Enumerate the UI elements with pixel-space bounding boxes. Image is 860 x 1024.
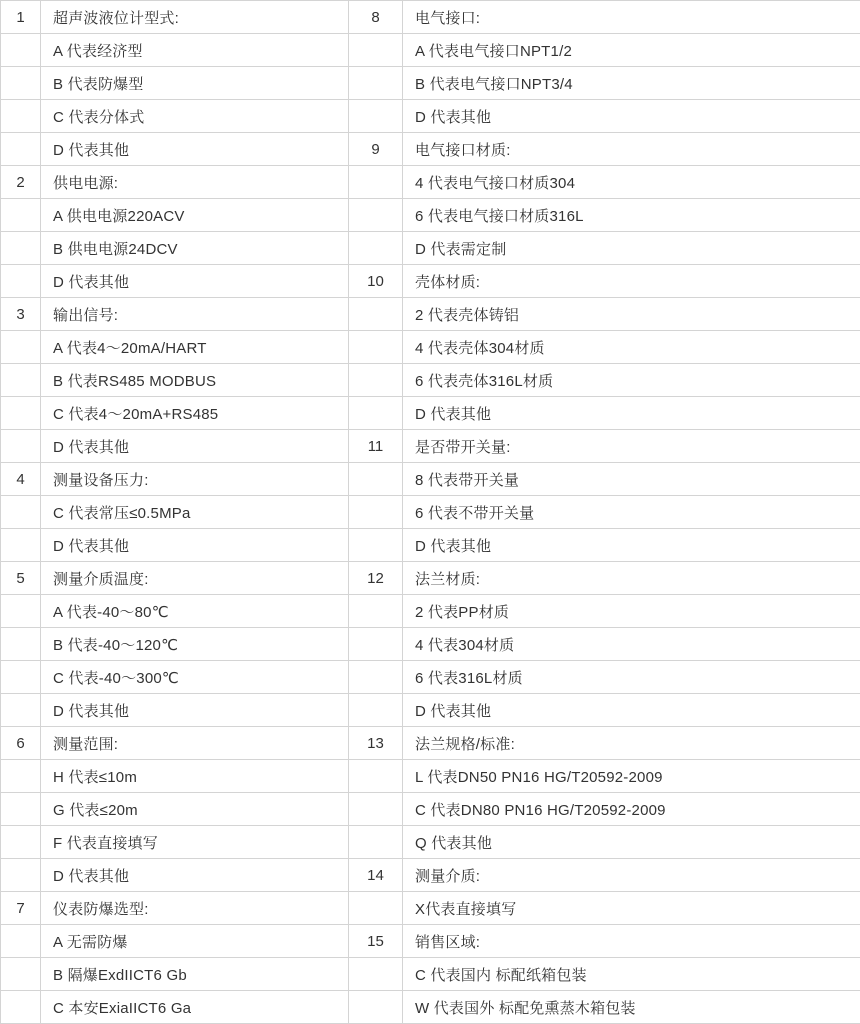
spec-text-left: C 本安ExiaIICT6 Ga [41,991,349,1024]
row-index-right [349,67,403,100]
row-index-right [349,100,403,133]
row-index-left [1,826,41,859]
row-index-right [349,958,403,991]
spec-text-right: W 代表国外 标配免熏蒸木箱包装 [403,991,860,1024]
spec-text-right: A 代表电气接口NPT1/2 [403,34,860,67]
row-index-left [1,529,41,562]
row-index-left [1,694,41,727]
row-index-left [1,232,41,265]
spec-text-left: C 代表分体式 [41,100,349,133]
spec-text-left: B 代表RS485 MODBUS [41,364,349,397]
spec-text-right: 4 代表304材质 [403,628,860,661]
row-index-right: 11 [349,430,403,463]
spec-text-left: 输出信号: [41,298,349,331]
spec-text-right: 销售区域: [403,925,860,958]
spec-text-right: 电气接口材质: [403,133,860,166]
spec-text-left: D 代表其他 [41,430,349,463]
spec-text-left: 仪表防爆选型: [41,892,349,925]
spec-text-right: C 代表国内 标配纸箱包装 [403,958,860,991]
spec-text-left: F 代表直接填写 [41,826,349,859]
row-index-left [1,133,41,166]
row-index-right: 12 [349,562,403,595]
row-index-left: 2 [1,166,41,199]
row-index-left [1,859,41,892]
row-index-right [349,463,403,496]
spec-text-left: C 代表-40～300℃ [41,661,349,694]
spec-text-right: D 代表其他 [403,529,860,562]
spec-text-left: 测量介质温度: [41,562,349,595]
spec-text-right: 测量介质: [403,859,860,892]
row-index-right [349,397,403,430]
spec-text-right: 法兰材质: [403,562,860,595]
spec-text-right: 2 代表PP材质 [403,595,860,628]
row-index-left [1,67,41,100]
spec-text-left: A 无需防爆 [41,925,349,958]
row-index-right [349,661,403,694]
row-index-left [1,793,41,826]
row-index-right [349,826,403,859]
spec-text-left: B 代表-40～120℃ [41,628,349,661]
spec-text-right: 6 代表电气接口材质316L [403,199,860,232]
row-index-left: 7 [1,892,41,925]
row-index-left [1,265,41,298]
spec-text-right: 6 代表不带开关量 [403,496,860,529]
row-index-right: 14 [349,859,403,892]
row-index-right [349,760,403,793]
row-index-left [1,760,41,793]
spec-text-right: 法兰规格/标准: [403,727,860,760]
spec-text-right: 是否带开关量: [403,430,860,463]
row-index-left: 5 [1,562,41,595]
spec-text-left: B 隔爆ExdIICT6 Gb [41,958,349,991]
spec-text-right: Q 代表其他 [403,826,860,859]
spec-text-right: X代表直接填写 [403,892,860,925]
spec-text-right: 2 代表壳体铸铝 [403,298,860,331]
spec-text-left: G 代表≤20m [41,793,349,826]
spec-text-left: D 代表其他 [41,133,349,166]
spec-text-left: 测量设备压力: [41,463,349,496]
spec-text-right: D 代表需定制 [403,232,860,265]
row-index-left [1,991,41,1024]
row-index-left [1,397,41,430]
spec-text-left: B 代表防爆型 [41,67,349,100]
spec-text-left: A 代表-40～80℃ [41,595,349,628]
row-index-left [1,628,41,661]
spec-text-right: 电气接口: [403,1,860,34]
spec-text-left: C 代表4～20mA+RS485 [41,397,349,430]
row-index-left: 4 [1,463,41,496]
spec-text-right: L 代表DN50 PN16 HG/T20592-2009 [403,760,860,793]
spec-text-left: D 代表其他 [41,694,349,727]
spec-text-left: C 代表常压≤0.5MPa [41,496,349,529]
spec-text-right: D 代表其他 [403,694,860,727]
row-index-left: 6 [1,727,41,760]
spec-text-left: D 代表其他 [41,265,349,298]
row-index-right [349,166,403,199]
spec-text-left: H 代表≤10m [41,760,349,793]
row-index-left: 3 [1,298,41,331]
row-index-right [349,232,403,265]
row-index-right [349,298,403,331]
row-index-right [349,34,403,67]
row-index-left [1,331,41,364]
spec-text-right: D 代表其他 [403,397,860,430]
row-index-left [1,496,41,529]
row-index-left [1,34,41,67]
row-index-right [349,694,403,727]
spec-text-right: 壳体材质: [403,265,860,298]
row-index-right: 9 [349,133,403,166]
row-index-left [1,925,41,958]
spec-text-left: B 供电电源24DCV [41,232,349,265]
spec-text-right: C 代表DN80 PN16 HG/T20592-2009 [403,793,860,826]
row-index-left [1,595,41,628]
spec-text-right: 4 代表电气接口材质304 [403,166,860,199]
spec-text-left: 供电电源: [41,166,349,199]
spec-text-right: 8 代表带开关量 [403,463,860,496]
row-index-left [1,100,41,133]
spec-text-right: 6 代表316L材质 [403,661,860,694]
spec-text-right: 4 代表壳体304材质 [403,331,860,364]
row-index-left [1,958,41,991]
row-index-left [1,430,41,463]
row-index-left [1,199,41,232]
row-index-right [349,793,403,826]
row-index-right [349,892,403,925]
spec-text-left: D 代表其他 [41,529,349,562]
row-index-right [349,199,403,232]
row-index-right: 13 [349,727,403,760]
row-index-right [349,496,403,529]
spec-text-left: A 代表4～20mA/HART [41,331,349,364]
row-index-right [349,529,403,562]
row-index-right [349,331,403,364]
row-index-right: 8 [349,1,403,34]
row-index-right: 15 [349,925,403,958]
spec-text-left: 超声波液位计型式: [41,1,349,34]
spec-text-left: A 代表经济型 [41,34,349,67]
row-index-right [349,628,403,661]
row-index-right [349,364,403,397]
spec-text-left: D 代表其他 [41,859,349,892]
spec-text-right: D 代表其他 [403,100,860,133]
row-index-left [1,364,41,397]
spec-text-left: A 供电电源220ACV [41,199,349,232]
spec-text-right: 6 代表壳体316L材质 [403,364,860,397]
row-index-left: 1 [1,1,41,34]
row-index-right [349,991,403,1024]
row-index-right [349,595,403,628]
spec-text-left: 测量范围: [41,727,349,760]
row-index-left [1,661,41,694]
row-index-right: 10 [349,265,403,298]
spec-text-right: B 代表电气接口NPT3/4 [403,67,860,100]
